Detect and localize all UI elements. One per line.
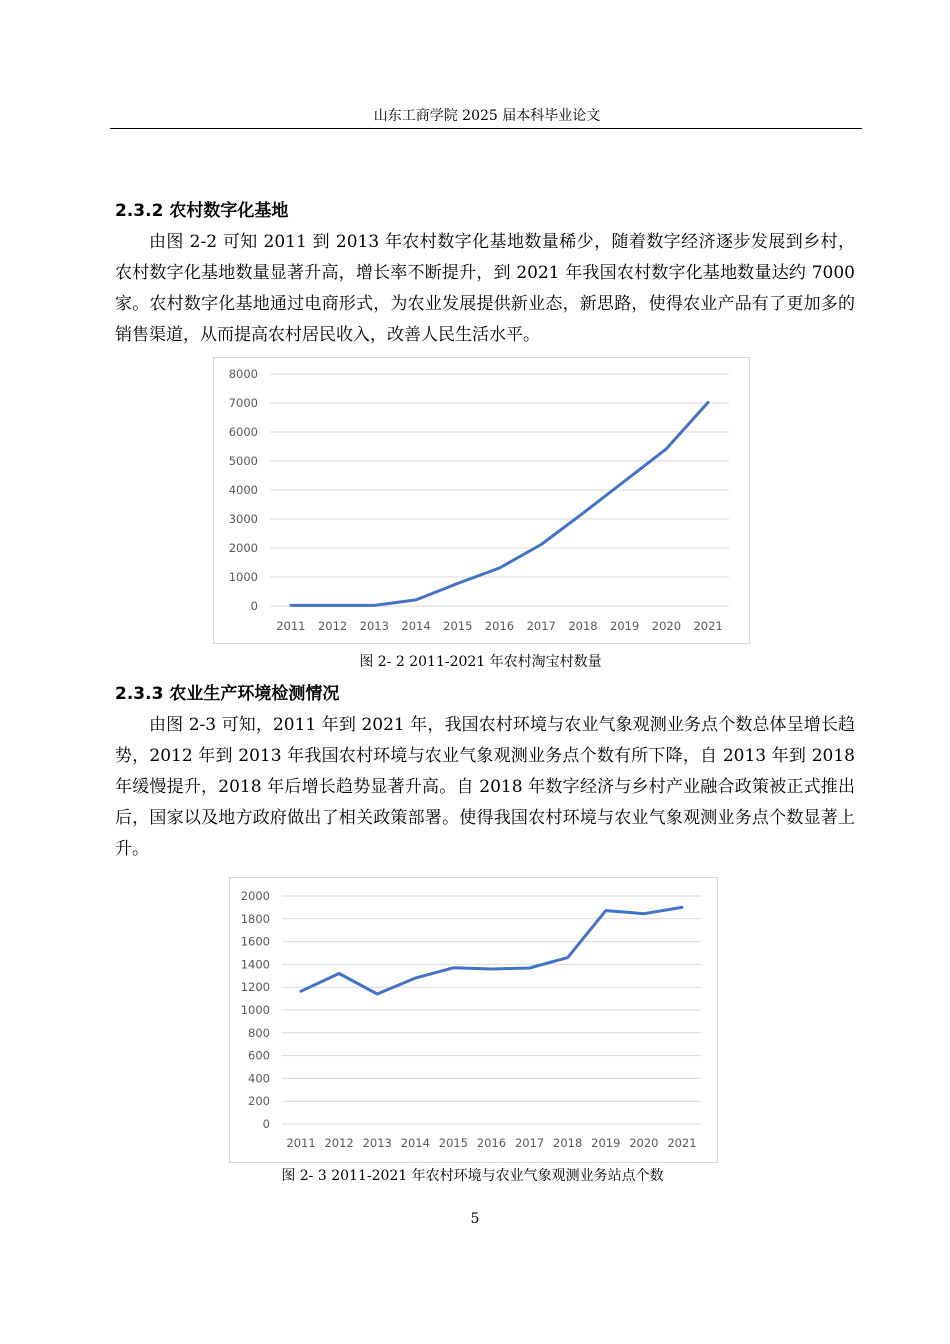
chart-2-3-svg	[230, 878, 717, 1162]
x-tick-label: 2017	[526, 619, 556, 633]
x-tick-label: 2013	[362, 1136, 392, 1150]
x-tick-label: 2016	[476, 1136, 507, 1150]
y-tick-label: 6000	[228, 425, 258, 439]
x-tick-label: 2011	[286, 1136, 316, 1150]
section-paragraph-2-3-2: 由图 2-2 可知 2011 到 2013 年农村数字化基地数量稀少，随着数字经济逐步发展到乡村，农村数字化基地数量显著升高，增长率不断提升，到 2021 年我国农村数字化基地数量达约 7000 家。农村数字化基地通过电商形式，为农业发展提供新业态，新思路，使得农业产品有了更加多的销售渠道，从而提高农村居民收入，改善人民生活水平。	[115, 232, 855, 345]
y-tick-label: 200	[248, 1094, 270, 1109]
y-tick-label: 5000	[228, 454, 258, 468]
series-line	[291, 402, 708, 605]
x-tick-label: 2018	[568, 619, 598, 633]
page-header: 山东工商学院 2025 届本科毕业论文	[373, 108, 601, 124]
y-tick-label: 7000	[228, 396, 258, 410]
figure-2-2-caption: 图 2- 2 2011-2021 年农村淘宝村数量	[359, 654, 602, 670]
chart-2-3	[229, 877, 718, 1163]
y-tick-label: 1400	[240, 957, 270, 972]
section-heading-2-3-2: 2.3.2 农村数字化基地	[115, 201, 289, 221]
x-tick-label: 2020	[629, 1136, 659, 1150]
page-number: 5	[470, 1211, 480, 1227]
x-tick-label: 2012	[317, 619, 348, 633]
section-paragraph-2-3-3: 由图 2-3 可知，2011 年到 2021 年，我国农村环境与农业气象观测业务点个数总体呈增长趋势，2012 年到 2013 年我国农村环境与农业气象观测业务点个数有所下降，自 2013 年到 2018 年缓慢提升，2018 年后增长趋势显著升高。自 2018 年数字经济与乡村产业融合政策被正式推出后，国家以及地方政府做出了相关政策部署。使得我国农村环境与农业气象观测业务点个数显著上升。	[115, 715, 855, 859]
y-tick-label: 1600	[240, 934, 270, 949]
y-tick-label: 2000	[228, 541, 258, 555]
x-tick-label: 2017	[514, 1136, 545, 1150]
y-tick-label: 800	[248, 1025, 270, 1040]
y-tick-label: 1200	[240, 980, 270, 995]
x-tick-label: 2021	[667, 1136, 697, 1150]
x-tick-label: 2014	[400, 1136, 430, 1150]
y-tick-label: 3000	[228, 512, 258, 526]
y-tick-label: 4000	[228, 483, 258, 497]
section-heading-2-3-3: 2.3.3 农业生产环境检测情况	[115, 684, 340, 704]
x-tick-label: 2019	[610, 619, 640, 633]
x-tick-label: 2015	[438, 1136, 469, 1150]
x-tick-label: 2018	[553, 1136, 583, 1150]
x-tick-label: 2013	[359, 619, 389, 633]
x-tick-label: 2014	[401, 619, 431, 633]
y-tick-label: 1800	[240, 911, 270, 926]
chart-2-2-svg	[214, 358, 749, 643]
figure-2-3-caption: 图 2- 3 2011-2021 年农村环境与农业气象观测业务站点个数	[281, 1168, 664, 1184]
y-tick-label: 2000	[240, 889, 270, 903]
y-tick-label: 1000	[228, 570, 258, 584]
y-tick-label: 400	[248, 1071, 270, 1086]
x-tick-label: 2019	[591, 1136, 621, 1150]
x-tick-label: 2011	[276, 619, 306, 633]
series-line	[301, 907, 682, 994]
x-tick-label: 2012	[324, 1136, 354, 1150]
x-tick-label: 2021	[693, 619, 723, 633]
y-tick-label: 600	[248, 1048, 270, 1063]
y-tick-label: 0	[262, 1117, 270, 1131]
y-tick-label: 1000	[240, 1003, 270, 1017]
header-rule	[110, 128, 862, 129]
x-tick-label: 2016	[484, 619, 515, 633]
y-tick-label: 8000	[228, 367, 258, 381]
chart-2-2	[213, 357, 750, 644]
x-tick-label: 2020	[651, 619, 682, 633]
x-tick-label: 2015	[443, 619, 473, 633]
y-tick-label: 0	[250, 599, 258, 613]
